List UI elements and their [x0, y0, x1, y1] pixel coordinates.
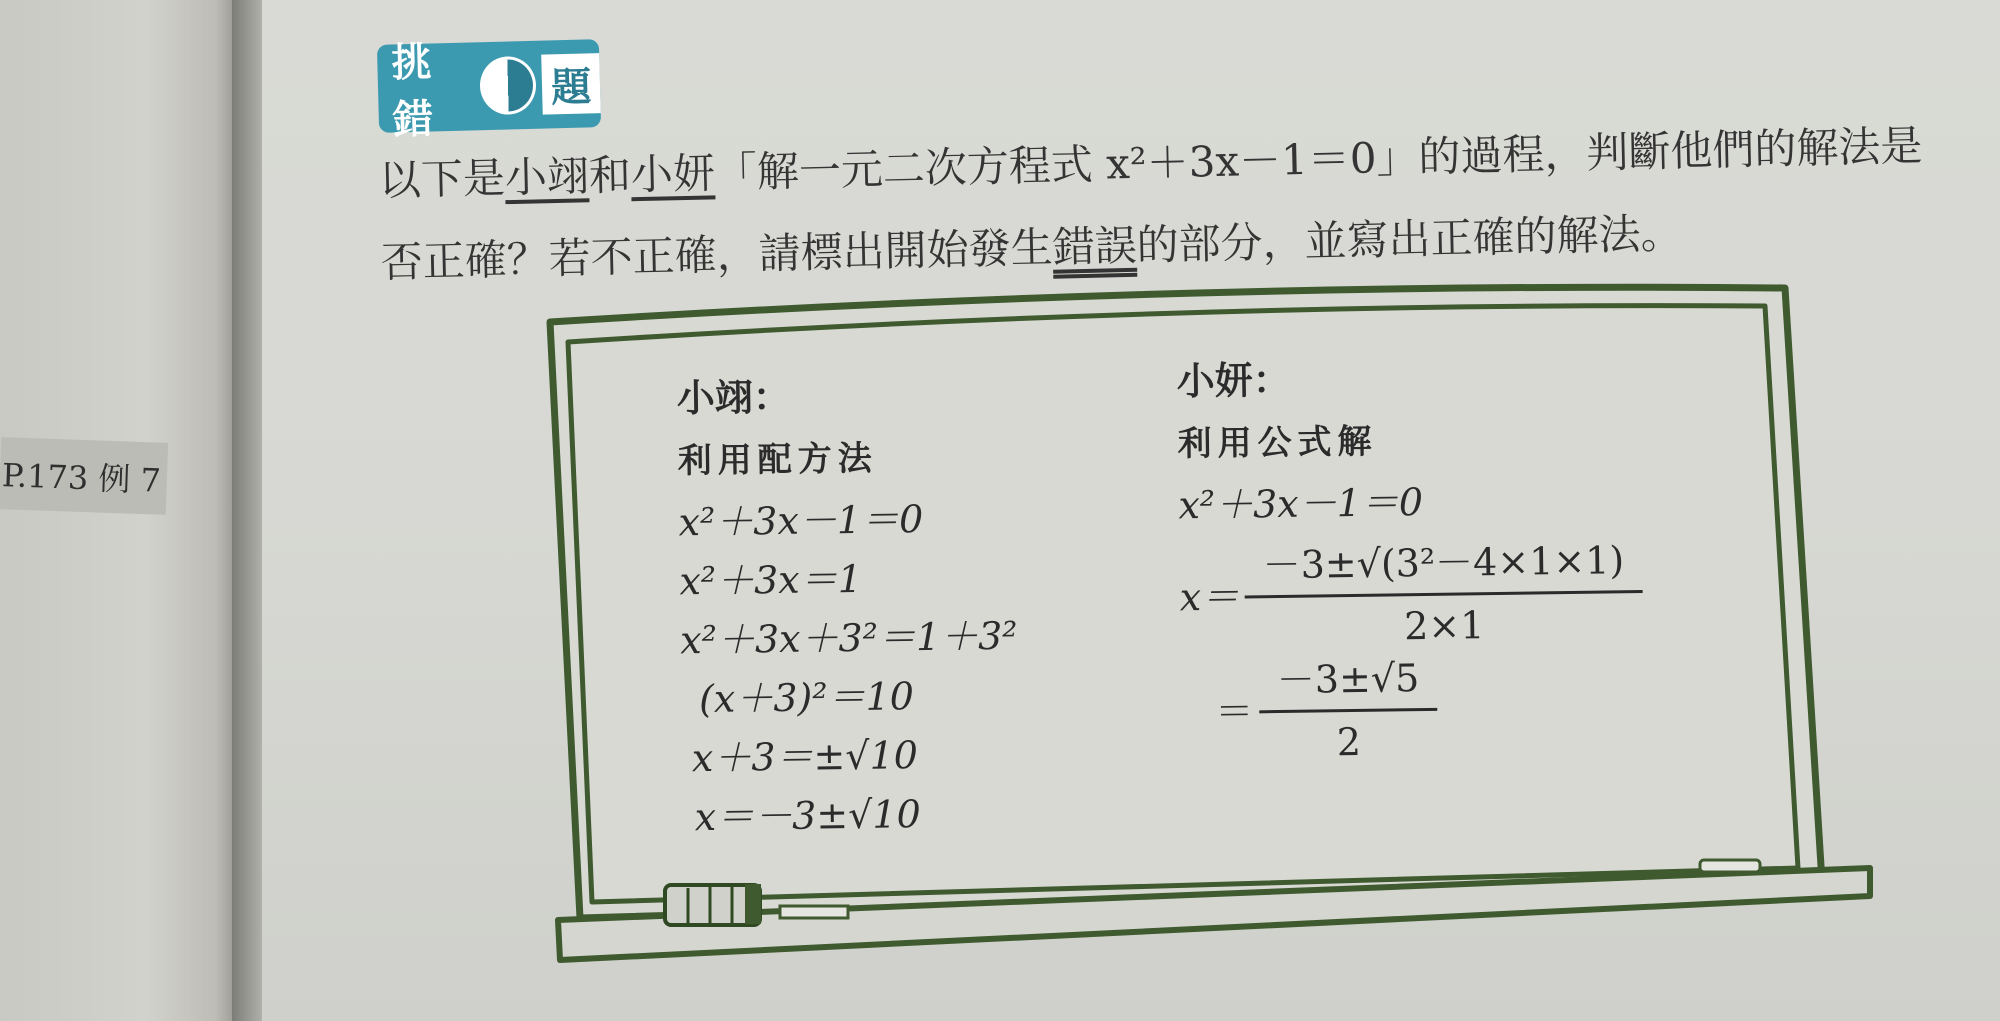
method-label-2: 利用公式解 — [1177, 421, 1378, 465]
denominator-2: 2 — [1336, 719, 1362, 765]
section-badge — [377, 39, 601, 144]
solution-line: x²＋3x－1＝0 — [1178, 480, 1424, 528]
denominator-1: 2×1 — [1403, 603, 1485, 649]
student-name-1: 小翊 — [504, 151, 590, 203]
error-emphasis: 錯誤 — [1052, 220, 1138, 272]
method-label-1: 利用配方法 — [677, 438, 878, 482]
right-solution — [1176, 344, 1645, 763]
solution-line: x²＋3x＋3²＝1＋3² — [679, 613, 1018, 663]
chalkboard — [540, 270, 1880, 970]
formula-step-2: ＝ $\frac{-3\pm√5}{2}$ — [1180, 647, 1644, 763]
problem-equation: x²＋3x－1＝0 — [1105, 133, 1378, 189]
page-reference-tab: P.173 例 7 — [0, 437, 168, 515]
fraction-2 — [1258, 647, 1438, 765]
numerator-2: －3±√5 — [1258, 647, 1437, 713]
formula-step-1: x＝ $\frac{\text{－3±√(3²－4×1×1)}}{2\times 1}$ — [1179, 527, 1644, 653]
badge-label-box: 題 — [542, 53, 601, 114]
solution-line: x＝－3±√10 — [694, 792, 922, 840]
solution-line: x²＋3x＝1 — [679, 556, 863, 604]
left-solution — [676, 363, 1020, 846]
problem-line-2: 否正確？若不正確，請標出開始發生錯誤的部分，並寫出正確的解法。 — [380, 208, 1684, 287]
badge-label: 挑錯 — [390, 39, 438, 144]
numerator-1: －3±√(3²－4×1×1) — [1244, 529, 1642, 599]
board-content — [535, 261, 1885, 980]
solution-line: x＋3＝±√10 — [691, 733, 919, 781]
solution-line: x²＋3x－1＝0 — [678, 496, 924, 545]
left-page — [0, 0, 245, 1021]
student-label-2: 小妍： — [1176, 357, 1291, 404]
problem-line-1: 以下是小翊和小妍「解一元二次方程式 x²＋3x－1＝0」的過程，判斷他們的解法是 — [378, 120, 1923, 205]
student-name-2: 小妍 — [630, 148, 716, 200]
student-label-1: 小翊： — [676, 374, 792, 421]
half-circle-icon — [480, 56, 537, 115]
solution-line: (x＋3)²＝10 — [698, 674, 915, 722]
fraction-1 — [1244, 529, 1643, 651]
